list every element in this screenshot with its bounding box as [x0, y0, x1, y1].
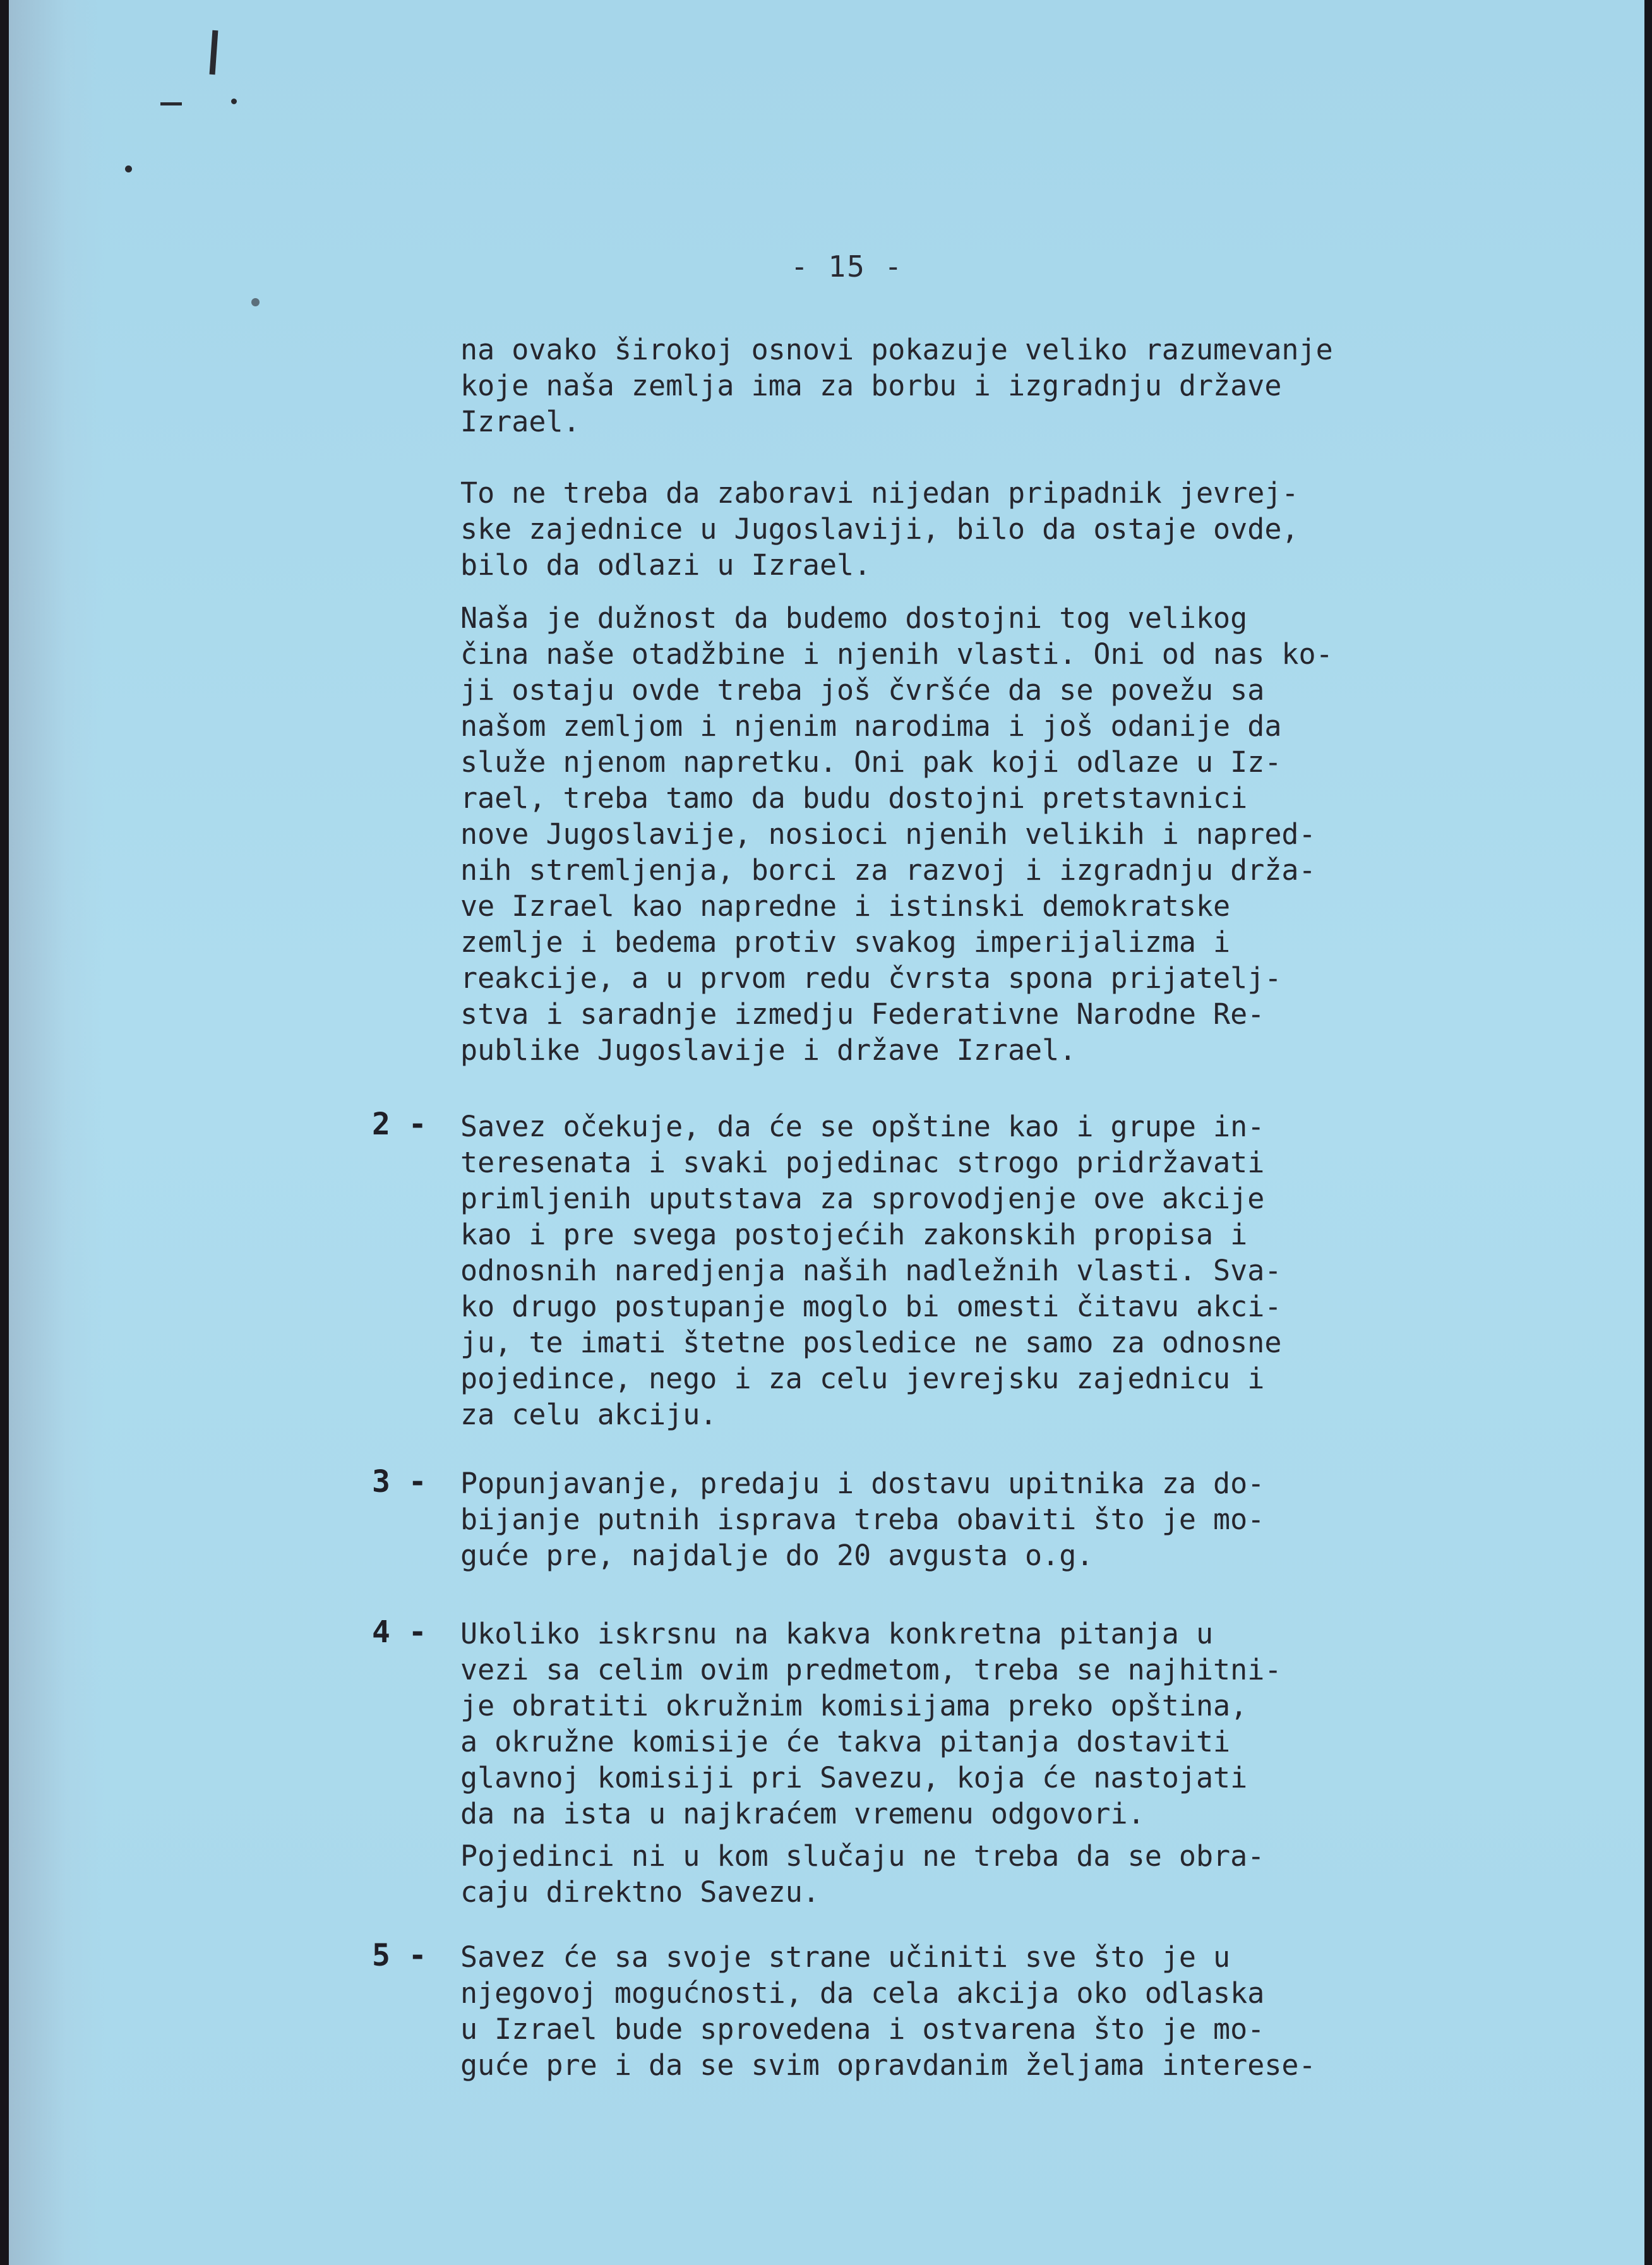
binding-mark	[160, 102, 182, 105]
paragraph-text: Savez očekuje, da će se opštine kao i grupe in- teresenata i svaki pojedinac strogo pridržavati primljenih uputstava za sprovodjenje ove akcije kao i pre svega postojećih zakonskih propisa i odnosnih naredjenja naših nadležnih vlasti. Sva- ko drugo postupanje moglo bi omesti čitavu akci- ju, te imati štetne posledice ne samo za odnosne pojedince, nego i za celu jevrejsku zajednicu i za celu akciju.	[460, 1110, 1282, 1431]
paragraph-text: Pojedinci ni u kom slučaju ne treba da se obra- caju direktno Savezu.	[460, 1839, 1265, 1909]
paragraph-text: Ukoliko iskrsnu na kakva konkretna pitanja u vezi sa celim ovim predmetom, treba se najhitni- je obratiti okružnim komisijama preko opština, a okružne komisije će takva pitanja dostaviti glavnoj komisiji pri Savezu, koja će nastojati da na ista u najkraćem vremenu odgovori.	[460, 1617, 1282, 1830]
document-page	[9, 0, 1644, 2265]
punch-dot	[251, 298, 260, 306]
item-number: 2 -	[372, 1107, 427, 1142]
punch-dot	[125, 165, 132, 172]
item-number: 4 -	[372, 1614, 427, 1650]
paragraph-text: na ovako širokoj osnovi pokazuje veliko razumevanje koje naša zemlja ima za borbu i izgradnju države Izrael.	[460, 333, 1333, 438]
paragraph-text: Savez će sa svoje strane učiniti sve što je u njegovoj mogućnosti, da cela akcija oko odlaska u Izrael bude sprovedena i ostvarena što je mo- guće pre i da se svim opravdanim željama interese-	[460, 1940, 1316, 2082]
punch-dot	[231, 99, 237, 104]
item-number: 3 -	[372, 1464, 427, 1499]
paragraph-text: Naša je dužnost da budemo dostojni tog velikog čina naše otadžbine i njenih vlasti. Oni od nas ko- ji ostaju ovde treba još čvršće da se povežu sa našom zemljom i njenim narodima i još odanije da služе njenom napretku. Oni pak koji odlaze u Iz- rael, treba tamo da budu dostojni pretstavnici nove Jugoslavije, nosioci njenih velikih i napred- nih stremljenja, borci za razvoj i izgradnju drža- ve Izrael kao napredne i istinski demokratske zemlje i bedema protiv svakog imperijalizma i reakcije, a u prvom redu čvrsta spona prijatelj- stva i saradnje izmedju Federativne Narodne Re- publike Jugoslavije i države Izrael.	[460, 601, 1333, 1067]
paragraph-text: Popunjavanje, predaju i dostavu upitnika za do- bijanje putnih isprava treba obaviti što je mo- guće pre, najdalje do 20 avgusta o.g.	[460, 1467, 1265, 1572]
page-number: - 15 -	[791, 249, 904, 284]
paragraph-text: To ne treba da zaboravi nijedan pripadnik jevrej- ske zajednice u Jugoslaviji, bilo da ostaje ovde, bilo da odlazi u Izrael.	[460, 476, 1299, 582]
binding-mark	[210, 30, 218, 75]
item-number: 5 -	[372, 1938, 427, 1973]
